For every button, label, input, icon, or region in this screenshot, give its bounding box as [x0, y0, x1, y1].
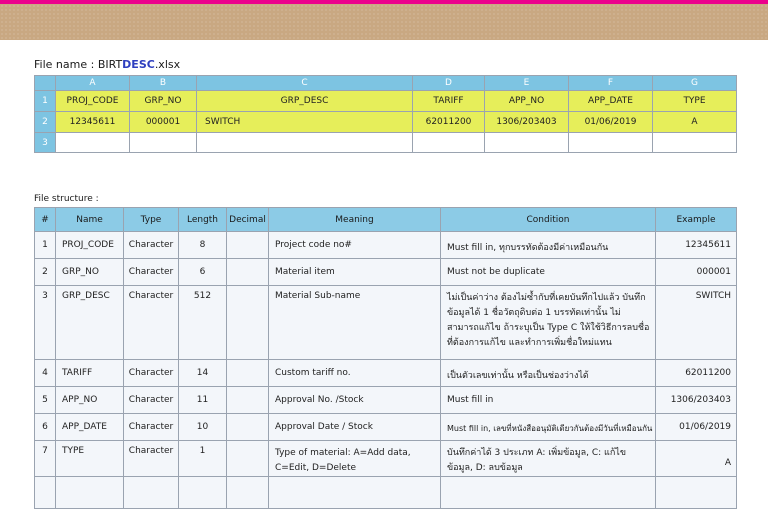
- field-number: 3: [35, 286, 56, 360]
- empty-cell: [35, 477, 56, 509]
- field-number: 6: [35, 414, 56, 441]
- file-name-prefix: BIRT: [97, 58, 123, 71]
- field-type: Character: [124, 441, 179, 477]
- excel-cell[interactable]: [197, 133, 413, 153]
- field-name: GRP_NO: [56, 259, 124, 286]
- field-type: Character: [124, 286, 179, 360]
- excel-column-header[interactable]: D: [413, 76, 485, 91]
- field-example: 62011200: [656, 360, 737, 387]
- excel-cell[interactable]: [569, 133, 653, 153]
- excel-cell[interactable]: APP_NO: [485, 91, 569, 112]
- field-name: GRP_DESC: [56, 286, 124, 360]
- excel-row: [35, 91, 737, 112]
- field-condition: Must fill in, เลขที่หนังสืออนุมัติเดียวกันต้องมีวันที่เหมือนกัน: [441, 414, 656, 441]
- excel-column-header[interactable]: B: [130, 76, 197, 91]
- file-name-line: [34, 58, 180, 71]
- excel-column-header[interactable]: C: [197, 76, 413, 91]
- field-example: 01/06/2019: [656, 414, 737, 441]
- field-meaning: Material Sub-name: [269, 286, 441, 360]
- field-decimal: [227, 414, 269, 441]
- empty-cell: [124, 477, 179, 509]
- field-decimal: [227, 259, 269, 286]
- field-meaning: Project code no#: [269, 232, 441, 259]
- structure-header: #: [35, 208, 56, 232]
- field-length: 1: [179, 441, 227, 477]
- structure-row: [35, 286, 737, 360]
- excel-cell[interactable]: A: [653, 112, 737, 133]
- field-condition: เป็นตัวเลขเท่านั้น หรือเป็นช่องว่างได้: [441, 360, 656, 387]
- field-number: 5: [35, 387, 56, 414]
- field-example: 12345611: [656, 232, 737, 259]
- excel-cell[interactable]: 1306/203403: [485, 112, 569, 133]
- structure-header: Condition: [441, 208, 656, 232]
- excel-cell[interactable]: GRP_NO: [130, 91, 197, 112]
- structure-row: [35, 232, 737, 259]
- excel-column-header[interactable]: E: [485, 76, 569, 91]
- excel-cell[interactable]: 12345611: [56, 112, 130, 133]
- structure-header: Name: [56, 208, 124, 232]
- empty-cell: [227, 477, 269, 509]
- excel-row-number[interactable]: 2: [35, 112, 56, 133]
- field-name: APP_DATE: [56, 414, 124, 441]
- structure-row: [35, 259, 737, 286]
- structure-header-row: [35, 208, 737, 232]
- excel-cell[interactable]: [653, 133, 737, 153]
- field-decimal: [227, 286, 269, 360]
- field-meaning: Approval No. /Stock: [269, 387, 441, 414]
- field-example: SWITCH: [656, 286, 737, 360]
- file-structure-title: File structure :: [34, 194, 99, 204]
- field-number: 1: [35, 232, 56, 259]
- file-name-extension: .xlsx: [154, 58, 181, 71]
- field-condition: Must fill in, ทุกบรรทัดต้องมีค่าเหมือนกัน: [441, 232, 656, 259]
- empty-cell: [56, 477, 124, 509]
- structure-empty-row: [35, 477, 737, 509]
- structure-header: Length: [179, 208, 227, 232]
- empty-cell: [179, 477, 227, 509]
- field-condition: ไม่เป็นค่าว่าง ต้องไม่ซ้ำกับที่เคยบันทึกไปแล้ว บันทึกข้อมูลได้ 1 ชื่อวัตถุดิบต่อ 1 บรรทัดเท่านั้น ไม่สามารถแก้ไข ถ้าระบุเป็น Type C ให้ใช้วิธีการลบชื่อที่ต้องการแก้ไข และทำการเพิ่มชื่อใหม่แทน: [441, 286, 656, 360]
- excel-cell[interactable]: APP_DATE: [569, 91, 653, 112]
- field-number: 4: [35, 360, 56, 387]
- excel-cell[interactable]: SWITCH: [197, 112, 413, 133]
- excel-row: [35, 112, 737, 133]
- field-name: TARIFF: [56, 360, 124, 387]
- field-condition: Must not be duplicate: [441, 259, 656, 286]
- field-length: 10: [179, 414, 227, 441]
- excel-cell[interactable]: TARIFF: [413, 91, 485, 112]
- field-number: 7: [35, 441, 56, 477]
- field-length: 512: [179, 286, 227, 360]
- field-length: 6: [179, 259, 227, 286]
- excel-cell[interactable]: [485, 133, 569, 153]
- file-structure-table: [34, 207, 737, 509]
- empty-cell: [269, 477, 441, 509]
- field-name: PROJ_CODE: [56, 232, 124, 259]
- field-length: 14: [179, 360, 227, 387]
- field-decimal: [227, 441, 269, 477]
- structure-header: Decimal: [227, 208, 269, 232]
- structure-row: [35, 387, 737, 414]
- excel-cell[interactable]: [413, 133, 485, 153]
- file-name-highlight: DESC: [122, 58, 155, 71]
- excel-column-header-row: [35, 76, 737, 91]
- excel-column-header[interactable]: G: [653, 76, 737, 91]
- field-name: TYPE: [56, 441, 124, 477]
- excel-row-number[interactable]: 3: [35, 133, 56, 153]
- excel-cell[interactable]: [130, 133, 197, 153]
- structure-header: Meaning: [269, 208, 441, 232]
- field-length: 8: [179, 232, 227, 259]
- excel-cell[interactable]: [56, 133, 130, 153]
- field-meaning: Material item: [269, 259, 441, 286]
- field-decimal: [227, 387, 269, 414]
- excel-cell[interactable]: GRP_DESC: [197, 91, 413, 112]
- field-number: 2: [35, 259, 56, 286]
- field-type: Character: [124, 360, 179, 387]
- field-condition: บันทึกค่าได้ 3 ประเภท A: เพิ่มข้อมูล, C: แก้ไขข้อมูล, D: ลบข้อมูล: [441, 441, 656, 477]
- structure-row: [35, 441, 737, 477]
- excel-preview-table: [34, 75, 737, 153]
- field-decimal: [227, 232, 269, 259]
- field-type: Character: [124, 259, 179, 286]
- structure-header: Example: [656, 208, 737, 232]
- field-meaning: Approval Date / Stock: [269, 414, 441, 441]
- empty-cell: [441, 477, 656, 509]
- field-type: Character: [124, 232, 179, 259]
- excel-cell[interactable]: 01/06/2019: [569, 112, 653, 133]
- excel-row: [35, 133, 737, 153]
- field-type: Character: [124, 387, 179, 414]
- header-texture: [0, 4, 768, 40]
- field-example: 1306/203403: [656, 387, 737, 414]
- structure-row: [35, 414, 737, 441]
- excel-cell[interactable]: PROJ_CODE: [56, 91, 130, 112]
- excel-cell[interactable]: TYPE: [653, 91, 737, 112]
- field-type: Character: [124, 414, 179, 441]
- structure-row: [35, 360, 737, 387]
- header-banner: [0, 0, 768, 40]
- structure-header: Type: [124, 208, 179, 232]
- field-length: 11: [179, 387, 227, 414]
- excel-cell[interactable]: 000001: [130, 112, 197, 133]
- field-decimal: [227, 360, 269, 387]
- file-name-label: File name :: [34, 58, 98, 71]
- excel-column-header[interactable]: A: [56, 76, 130, 91]
- excel-corner-cell: [35, 76, 56, 91]
- excel-column-header[interactable]: F: [569, 76, 653, 91]
- field-name: APP_NO: [56, 387, 124, 414]
- excel-cell[interactable]: 62011200: [413, 112, 485, 133]
- field-condition: Must fill in: [441, 387, 656, 414]
- field-meaning: Custom tariff no.: [269, 360, 441, 387]
- field-example: A: [656, 441, 737, 477]
- field-example: 000001: [656, 259, 737, 286]
- empty-cell: [656, 477, 737, 509]
- field-meaning: Type of material: A=Add data, C=Edit, D=Delete: [269, 441, 441, 477]
- excel-row-number[interactable]: 1: [35, 91, 56, 112]
